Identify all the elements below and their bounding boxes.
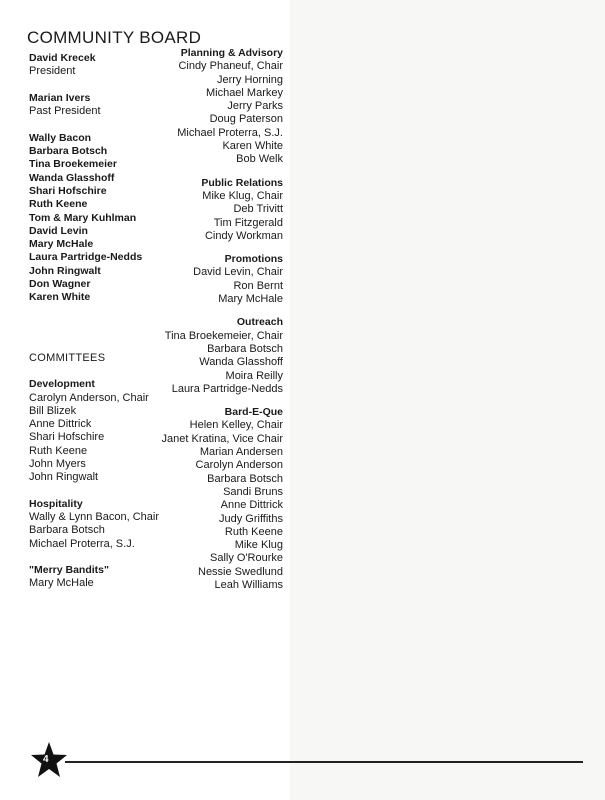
committee-member: Tina Broekemeier, Chair [164,329,283,342]
page-title: COMMUNITY BOARD [27,28,202,47]
committee-member: Doug Paterson [209,113,283,126]
committee-member: Carolyn Anderson [195,459,283,472]
committee-heading: "Merry Bandits" [29,563,109,576]
committee-heading: Public Relations [201,176,283,189]
committee-heading: Hospitality [29,497,83,510]
officer-name: David Krecek [29,52,96,64]
committee-member: Ruth Keene [29,444,88,457]
officer-name: Marian Ivers [29,91,91,104]
committee-heading: Development [29,378,95,391]
committee-member: Leah Williams [214,578,283,591]
committee-member: Sandi Bruns [223,485,283,498]
committee-member: Michael Proterra, S.J. [177,126,283,139]
committee-member: Anne Dittrick [220,499,283,512]
board-member: David Levin [29,224,88,237]
committee-member: Cindy Phaneuf, Chair [178,60,283,73]
committee-member: Barbara Botsch [29,524,105,537]
committee-member: John Ringwalt [29,471,99,484]
committee-member: Deb Trivitt [233,203,283,216]
board-member: Don Wagner [29,278,91,291]
committee-member: Helen Kelley, Chair [189,419,283,432]
officer-role: President [29,65,76,78]
committee-member: John Myers [29,458,86,471]
committee-member: Mike Klug, Chair [202,189,283,202]
committee-heading: Planning & Advisory [180,47,283,59]
committee-member: Carolyn Anderson, Chair [29,391,149,404]
star-icon [29,740,69,780]
board-member: Mary McHale [29,238,94,251]
committees-heading: COMMITTEES [29,351,106,364]
board-member: Wanda Glasshoff [29,171,115,184]
page-number: 4 [43,754,49,765]
committee-member: Marian Andersen [199,446,283,459]
committee-member: Sally O'Rourke [209,552,283,565]
board-member: John Ringwalt [29,264,101,277]
committee-member: Karen White [222,140,283,153]
right-committees-list [103,47,283,602]
board-member: Shari Hofschire [29,184,107,197]
committee-member: Anne Dittrick [29,418,92,431]
committee-member: Moira Reilly [225,369,283,382]
committee-member: Wanda Glasshoff [199,356,283,369]
committee-member: Bill Blizek [29,404,77,417]
committee-member: Mary McHale [218,293,283,306]
committee-heading: Outreach [236,316,283,329]
committee-member: Mary McHale [29,577,94,590]
committee-member: Laura Partridge-Nedds [171,382,283,395]
committee-member: Cindy Workman [204,229,283,242]
committee-heading: Promotions [224,253,283,266]
board-member: Barbara Botsch [29,145,108,158]
committee-member: Wally & Lynn Bacon, Chair [29,510,160,523]
committee-member: Michael Proterra, S.J. [29,537,135,550]
committee-member: Barbara Botsch [207,342,283,355]
committee-member: Ron Bernt [233,279,283,292]
committee-member: Michael Markey [205,86,283,99]
board-member: Tom & Mary Kuhlman [29,211,137,224]
board-member: Karen White [29,291,91,304]
committee-member: Judy Griffiths [219,512,283,525]
officer-role: Past President [29,105,101,118]
board-member: Tina Broekemeier [29,158,117,171]
board-member: Wally Bacon [29,131,92,144]
committee-member: Janet Kratina, Vice Chair [161,432,283,445]
committee-member: Mike Klug [234,539,283,552]
committee-member: Tim Fitzgerald [213,216,283,229]
committee-member: Barbara Botsch [207,472,283,485]
committee-member: Shari Hofschire [29,431,105,444]
committee-member: Jerry Parks [227,100,283,113]
board-member: Laura Partridge-Nedds [29,251,143,264]
committee-member: David Levin, Chair [193,266,283,279]
facing-page [290,0,605,800]
committee-member: Jerry Horning [216,73,283,86]
committee-member: Ruth Keene [224,525,283,538]
footer-rule [65,761,583,763]
committee-heading: Bard-E-Que [224,406,283,419]
board-member: Ruth Keene [29,198,88,211]
right-column [103,47,283,602]
committee-member: Bob Welk [236,153,283,166]
committee-member: Nessie Swedlund [198,565,283,578]
